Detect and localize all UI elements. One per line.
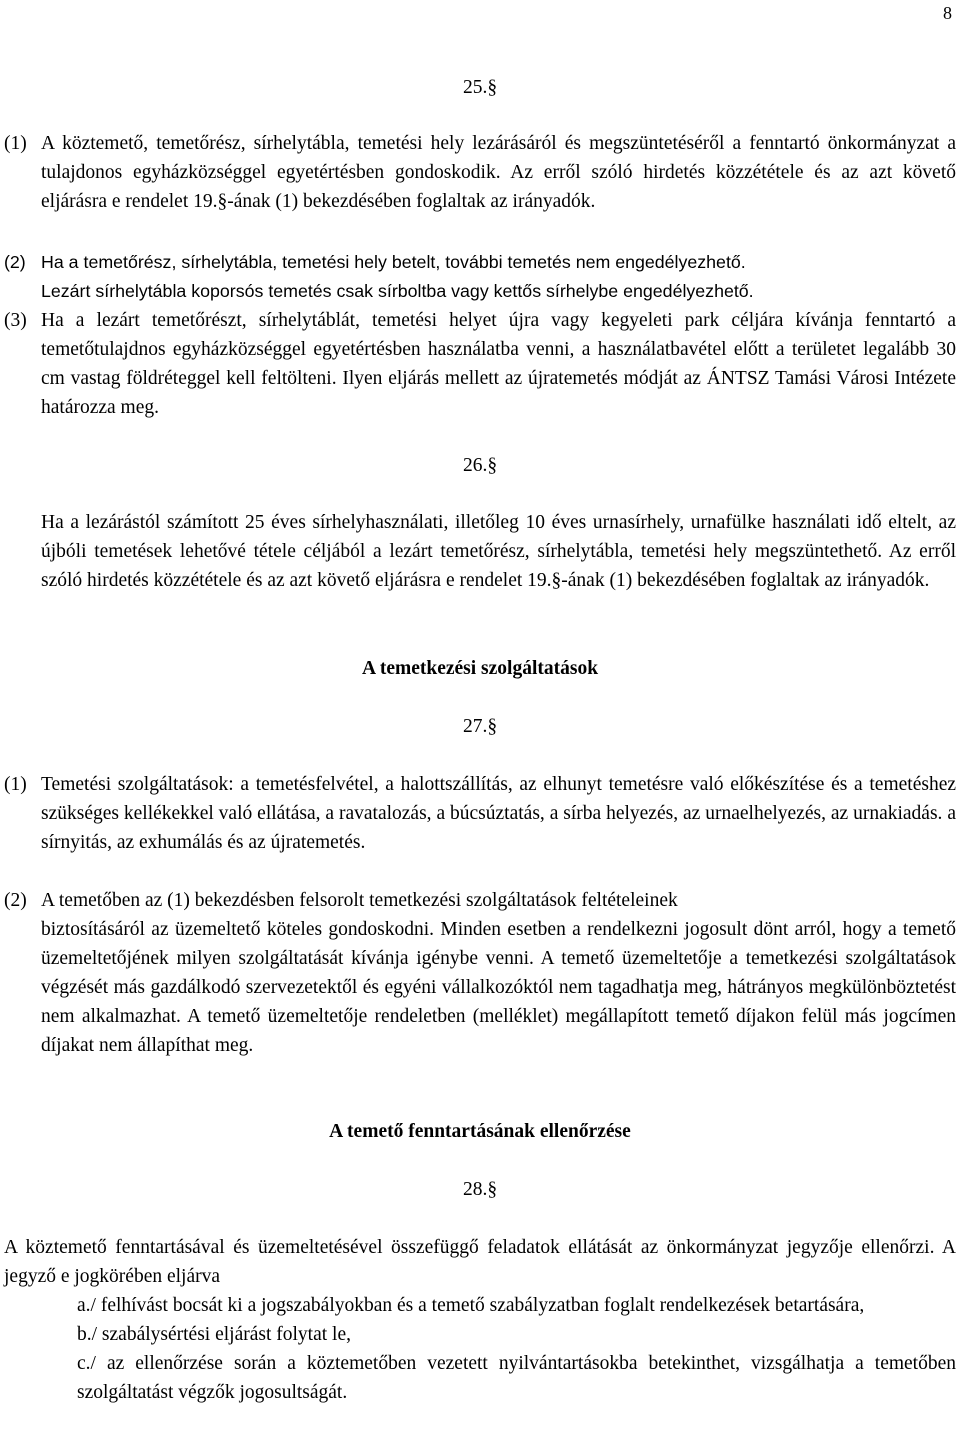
section-28-body [4,1233,956,1407]
section-28-heading: 28.§ [462,1179,498,1200]
page-number: 8 [943,3,952,23]
paragraph-continuation: Lezárt sírhelytábla koporsós temetés csak sírboltba vagy kettős sírhelybe engedélyezhető. [41,281,754,301]
section-25-paragraph-1 [4,129,956,216]
paragraph-text: A temetőben az (1) bekezdésben felsorolt temetkezési szolgáltatások feltételeinek [41,890,678,911]
paragraph-number: (1) [4,774,27,795]
list-item: a./ felhívást bocsát ki a jogszabályokban és a temető szabályzatban foglalt rendelkezések betartására, [77,1295,865,1316]
section-27-heading: 27.§ [462,716,498,737]
paragraph-text: Ha a lezárástól számított 25 éves sírhelyhasználati, illetőleg 10 éves urnasírhely, urnafülke használati idő eltelt, az újbóli temetések lehetővé tétele céljából a lezárt temetőrész, sírhelytábla, temetési hely megszüntethető. Az erről szóló hirdetés közzététele és az azt követő eljárásra e rendelet 19.§-ának (1) bekezdésében foglaltak az irányadók. [41,512,956,591]
paragraph-text: Temetési szolgáltatások: a temetésfelvétel, a halottszállítás, az elhunyt temetésre való előkészítése és a temetéshez szükséges kellékekkel való ellátása, a ravatalozás, a búcsúztatás, a sírba helyezés, az urnaelhelyezés, az urnakiadás. a sírnyitás, az exhumálás és az újratemetés. [41,774,956,853]
list-item: b./ szabálysértési eljárást folytat le, [77,1324,351,1345]
services-title: A temetkezési szolgáltatások [361,658,599,679]
section-26-heading: 26.§ [462,455,498,476]
paragraph-number: (3) [4,310,27,331]
list-item: c./ az ellenőrzése során a köztemetőben vezetett nyilvántartásokba betekinthet, vizsgálhatja a temetőben szolgáltatást végzők jogosultságát. [77,1353,956,1403]
section-25-paragraph-3 [4,306,956,422]
control-title: A temető fenntartásának ellenőrzése [329,1121,631,1142]
paragraph-number: (1) [4,133,27,154]
section-28-intro: A köztemető fenntartásával és üzemeltetésével összefüggő feladatok ellátását az önkormányzat jegyzője ellenőrzi. A jegyző e jogkörében eljárva [4,1237,956,1287]
paragraph-continuation: biztosításáról az üzemeltető köteles gondoskodni. Minden esetben a rendelkezni jogosult dönt arról, hogy a temető üzemeltetőjének milyen szolgáltatását kívánja igénybe venni. A temető üzemeltetője a temetkezési szolgáltatások végzését más gazdálkodó szervezetektől és egyéni vállalkozóktól nem tagadhatja meg, hátrányos megkülönböztetést nem alkalmazhat. A temető üzemeltetője rendeletben (melléklet) megállapított temető díjakon felül más jogcímen díjakat nem állapíthat meg. [41,919,956,1056]
paragraph-text: Ha a lezárt temetőrészt, sírhelytáblát, temetési helyet újra vagy kegyeleti park céljára kívánja fenntartó a temetőtulajdnos egyházközséggel egyetértésben használatba venni, a használatbavétel előtt a területet legalább 30 cm vastag földréteggel kell feltölteni. Ilyen eljárás mellett az újratemetés módját az ÁNTSZ Tamási Városi Intézete határozza meg. [41,310,956,418]
paragraph-text: Ha a temetőrész, sírhelytábla, temetési hely betelt, további temetés nem engedélyezhető. [41,252,746,272]
section-27-paragraph-1 [4,770,956,857]
section-25-heading: 25.§ [462,77,498,98]
paragraph-number: (2) [4,252,26,272]
paragraph-number: (2) [4,890,27,911]
paragraph-text: A köztemető, temetőrész, sírhelytábla, temetési hely lezárásáról és megszüntetéséről a fenntartó önkormányzat a tulajdonos egyházközséggel egyetértésben gondoskodik. Az erről szóló hirdetés közzététele és az azt követő eljárásra e rendelet 19.§-ának (1) bekezdésében foglaltak az irányadók. [41,133,956,212]
section-26-paragraph [41,508,956,595]
section-25-paragraph-2 [4,248,956,306]
section-27-paragraph-2 [4,886,956,1060]
